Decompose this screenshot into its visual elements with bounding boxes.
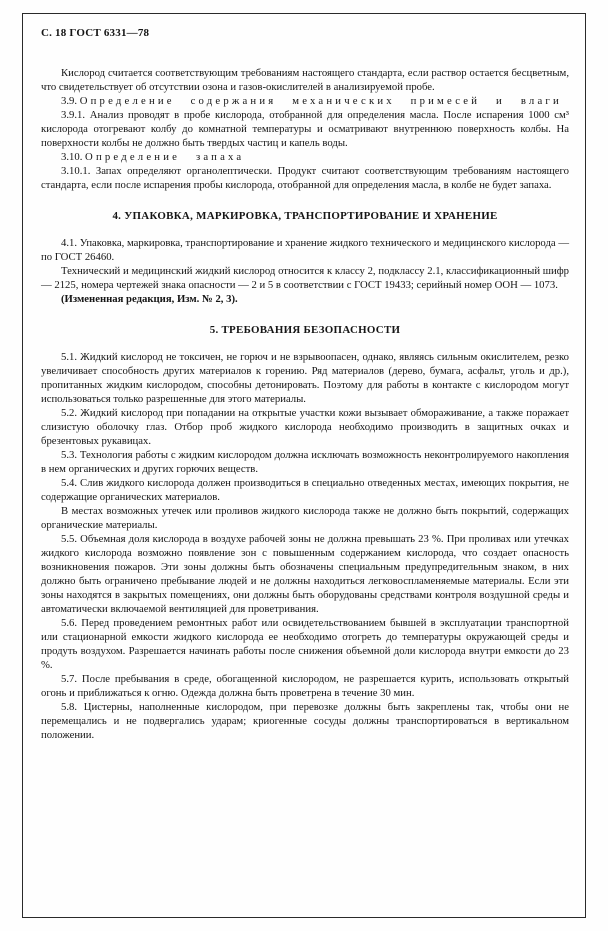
- clause-5-4-continued: В местах возможных утечек или проливов жидкого кислорода также не должно быть покрытий, содержащих органические материалы.: [41, 505, 569, 531]
- clause-4-1-continued: Технический и медицинский жидкий кислород относится к классу 2, подклассу 2.1, классификационный шифр — 2125, номера чертежей знака опасности — 2 и 5 в соответствии с ГОСТ 19433; серийный номер ООН — 1073.: [41, 265, 569, 291]
- clause-5-4: 5.4. Слив жидкого кислорода должен производиться в специально отведенных местах, имеющих покрытия, не содержащие органических материалов.: [41, 477, 569, 503]
- page-content: [41, 27, 569, 742]
- clause-5-5: 5.5. Объемная доля кислорода в воздухе рабочей зоны не должна превышать 23 %. При проливах или утечках жидкого кислорода возможно появление зон с повышенным содержанием кислорода, что создает опасность возникновения пожаров. Эти зоны должны быть обозначены специальным предупредительным знаком, в них должно быть ограничено пребывание людей и не должны находиться легковоспламеняемые материалы. Если эти зоны находятся в закрытых помещениях, они должны быть оборудованы средствами контроля воздушной среды и автоматически включаемой вентиляцией для проветривания.: [41, 533, 569, 615]
- clause-title: Определение запаха: [85, 151, 245, 163]
- clause-number: 3.10.: [61, 151, 83, 163]
- section-5-heading: 5. ТРЕБОВАНИЯ БЕЗОПАСНОСТИ: [209, 324, 401, 336]
- clause-3-9-heading: [41, 94, 569, 108]
- section-4-heading: 4. УПАКОВКА, МАРКИРОВКА, ТРАНСПОРТИРОВАНИЕ И ХРАНЕНИЕ: [112, 210, 498, 222]
- clause-5-3: 5.3. Технология работы с жидким кислородом должна исключать возможность неконтролируемого накопления в нем органических и других горючих веществ.: [41, 449, 569, 475]
- clause-3-9-1: 3.9.1. Анализ проводят в пробе кислорода, отобранной для определения масла. После испарения 1000 см³ кислорода отогревают колбу до комнатной температуры и осматривают внутреннюю поверхность колбы. На поверхности колбы не должно быть твердых частиц и капель воды.: [41, 109, 569, 149]
- clause-3-10-heading: [41, 150, 569, 164]
- revision-note: (Измененная редакция, Изм. № 2, 3).: [61, 293, 238, 305]
- paragraph-intro: Кислород считается соответствующим требованиям настоящего стандарта, если раствор остается бесцветным, что свидетельствует об отсутствии озона и газов-окислителей в анализируемой пробе.: [41, 67, 569, 93]
- clause-number: 3.9.: [61, 95, 78, 107]
- clause-5-1: 5.1. Жидкий кислород не токсичен, не горюч и не взрывоопасен, однако, являясь сильным окислителем, резко увеличивает способность других материалов к горению. Ряд материалов (дерево, бумага, асфальт, уголь и др.), пропитанных жидким кислородом, способны детонировать. Поэтому для работы в контакте с кислородом могут использоваться только разрешенные для этого материалы.: [41, 351, 569, 405]
- clause-5-6: 5.6. Перед проведением ремонтных работ или освидетельствованием бывшей в эксплуатации транспортной или стационарной емкости жидкого кислорода ее необходимо отогреть до температуры окружающей среды и продуть воздухом. Разрешается начинать работы после снижения объемной доли кислорода внутри емкости до 23 %.: [41, 617, 569, 671]
- clause-5-7: 5.7. После пребывания в среде, обогащенной кислородом, не разрешается курить, использовать открытый огонь и приближаться к огню. Одежда должна быть проветрена в течение 30 мин.: [41, 673, 569, 699]
- clause-title: Определение содержания механических примесей и влаги: [79, 95, 562, 107]
- clause-5-2: 5.2. Жидкий кислород при попадании на открытые участки кожи вызывает обмораживание, а также поражает слизистую оболочку глаз. Отбор проб жидкого кислорода необходимо производить в защитных очках и брезентовых рукавицах.: [41, 407, 569, 447]
- clause-5-8: 5.8. Цистерны, наполненные кислородом, при перевозке должны быть закреплены так, чтобы они не перемещались и не подвергались ударам; криогенные сосуды должны транспортироваться в вертикальном положении.: [41, 701, 569, 741]
- clause-3-10-1: 3.10.1. Запах определяют органолептически. Продукт считают соответствующим требованиям настоящего стандарта, если после испарения пробы кислорода, отобранной для определения масла, в колбе не будет запаха.: [41, 165, 569, 191]
- clause-4-1: 4.1. Упаковка, маркировка, транспортирование и хранение жидкого технического и медицинского кислорода — по ГОСТ 26460.: [41, 237, 570, 263]
- page-header: С. 18 ГОСТ 6331—78: [41, 27, 150, 39]
